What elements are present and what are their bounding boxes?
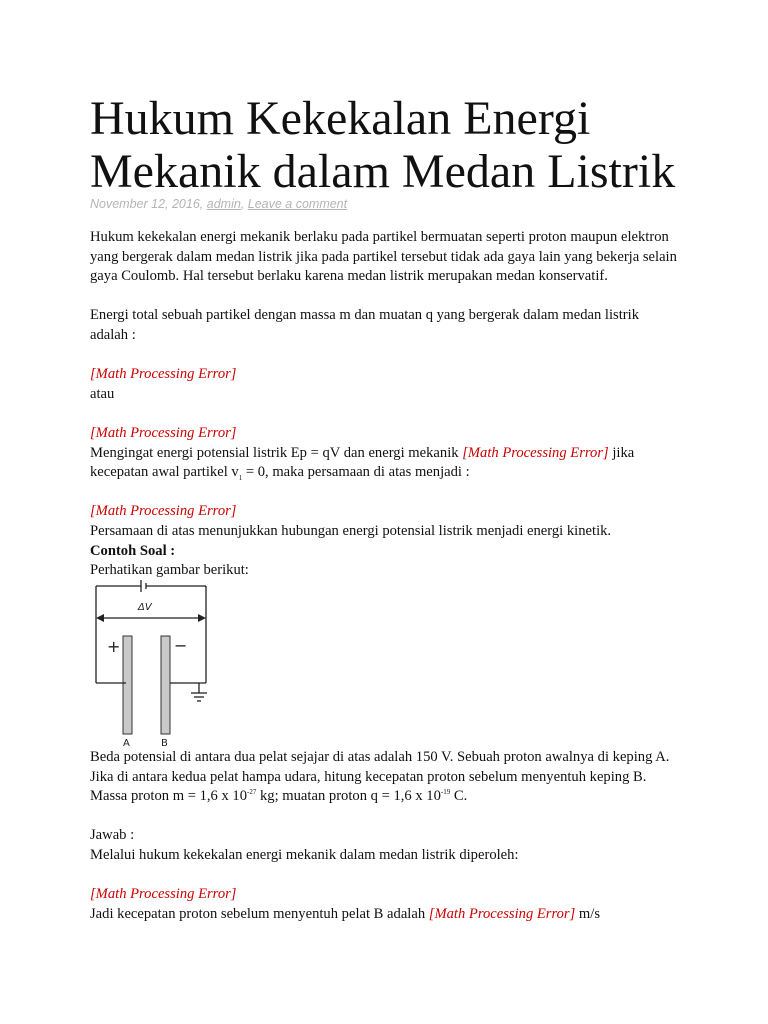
- melalui-paragraph: Melalui hukum kekekalan energi mekanik dalam medan listrik diperoleh:: [90, 846, 519, 863]
- parallel-plates-figure: [90, 578, 215, 753]
- math-error: [Math Processing Error]: [428, 905, 576, 922]
- intro-paragraph: Hukum kekekalan energi mekanik berlaku pada partikel bermuatan seperti proton maupun elektron yang bergerak dalam medan listrik jika pada partikel tersebut tidak ada gaya lain yang bekerja selain gaya Coulomb. Hal tersebut berlaku karena medan listrik merupakan medan konservatif.: [90, 229, 677, 285]
- math-error: [Math Processing Error]: [90, 503, 237, 520]
- plus-sign: +: [107, 637, 121, 656]
- author-link[interactable]: admin: [206, 197, 241, 211]
- plate-b-label: B: [161, 738, 168, 748]
- article-title: Hukum Kekekalan Energi Mekanik dalam Medan Listrik: [90, 92, 676, 198]
- atau-text: atau: [90, 385, 115, 402]
- problem-paragraph: Beda potensial di antara dua pelat sejajar di atas adalah 150 V. Sebuah proton awalnya di keping A. Jika di antara kedua pelat hampa udara, hitung kecepatan proton sebelum menyentuh keping B. Massa proton m = 1,6 x $10^{-27}$ kg; muatan proton q = 1,6 x $10^{-19}$ C.: [90, 749, 670, 805]
- post-meta: November 12, 2016, admin, Leave a comment: [90, 197, 348, 211]
- article-body: [90, 228, 680, 581]
- math-error: [Math Processing Error]: [90, 424, 237, 441]
- math-error: [Math Processing Error]: [90, 366, 237, 383]
- mengingat-paragraph: Mengingat energi potensial listrik Ep = qV dan energi mekanik [Math Processing Error] jika kecepatan awal partikel $v_1 = 0$, maka persamaan di atas menjadi :: [90, 444, 635, 483]
- math-error: [Math Processing Error]: [462, 444, 609, 461]
- minus-sign: −: [174, 636, 188, 655]
- plate-a-label: A: [123, 738, 130, 748]
- persamaan-paragraph: Persamaan di atas menunjukkan hubungan energi potensial listrik menjadi energi kinetik.: [90, 522, 612, 539]
- problem-and-answer: [90, 748, 680, 924]
- perhatikan-text: Perhatikan gambar berikut:: [90, 562, 249, 579]
- post-date: November 12, 2016: [90, 197, 200, 211]
- energy-total-paragraph: Energi total sebuah partikel dengan massa m dan muatan q yang bergerak dalam medan listrik adalah :: [90, 307, 639, 343]
- conclusion-paragraph: Jadi kecepatan proton sebelum menyentuh pelat B adalah [Math Processing Error] m/s: [90, 905, 601, 922]
- jawab-text: Jawab :: [90, 827, 135, 844]
- delta-v-label: ΔV: [138, 602, 152, 613]
- math-error: [Math Processing Error]: [90, 886, 237, 903]
- contoh-soal-heading: Contoh Soal :: [90, 542, 176, 559]
- leave-comment-link[interactable]: Leave a comment: [247, 197, 348, 211]
